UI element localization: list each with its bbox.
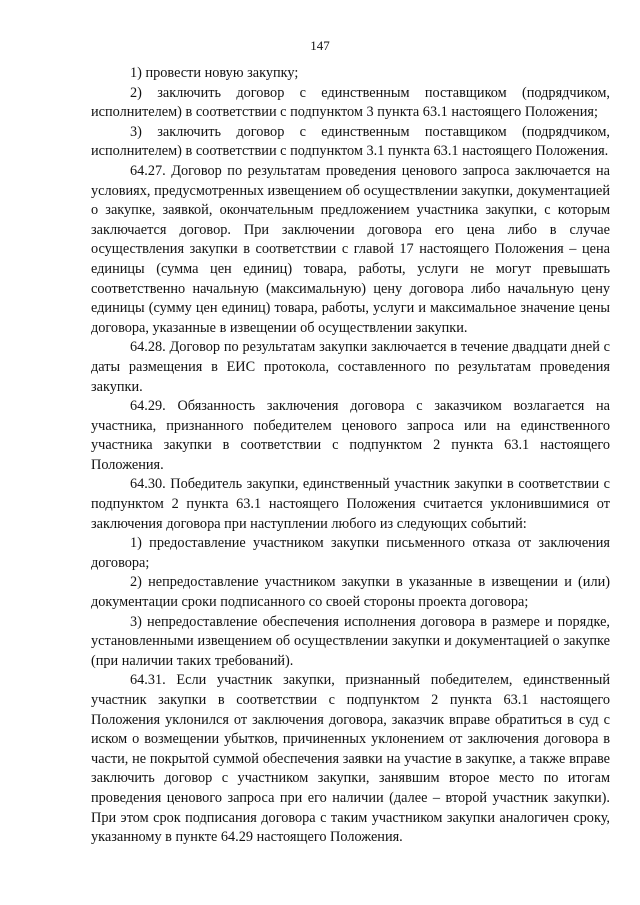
paragraph-64-29: 64.29. Обязанность заключения договора с заказчиком возлагается на участника, признанного победителем ценового запроса или на единственного участника закупки в соответствии с подпунктом 2 пункта 63.1 настоящего Положения. — [91, 398, 610, 473]
paragraph-64-30: 64.30. Победитель закупки, единственный участник закупки в соответствии с подпунктом 2 пункта 63.1 настоящего Положения считается уклонившимися от заключения договора при наступлении любого из следующих событий: — [91, 476, 610, 532]
paragraph-64-31: 64.31. Если участник закупки, признанный победителем, единственный участник закупки в соответствии с подпунктом 2 пункта 63.1 настоящего Положения уклонился от заключения договора, заказчик вправе обратиться в суд с иском о возмещении убытков, причиненных уклонением от заключения договора в части, не покрытой суммой обеспечения заявки на участие в закупке, а также вправе заключить договор с участником закупки, занявшим второе место по итогам проведения ценового запроса при его наличии (далее – второй участник закупки). При этом срок подписания договора с таким участником закупки аналогичен сроку, указанному в пункте 64.29 настоящего Положения. — [91, 672, 610, 846]
paragraph-event-1: 1) предоставление участником закупки письменного отказа от заключения договора; — [91, 535, 610, 571]
paragraph-item-1: 1) провести новую закупку; — [130, 65, 299, 81]
paragraph-event-2: 2) непредоставление участником закупки в указанные в извещении и (или) документации сроки подписанного со своей стороны проекта договора; — [91, 574, 610, 611]
paragraph-item-2: 2) заключить договор с единственным поставщиком (подрядчиком, исполнителем) в соответствии с подпунктом 3 пункта 63.1 настоящего Положения; — [91, 84, 610, 121]
paragraph-64-27: 64.27. Договор по результатам проведения ценового запроса заключается на условиях, предусмотренных извещением об осуществлении закупки, документацией о закупке, заявкой, окончательным предложением участника закупки, с которым заключается договор. При заключении договора его цена либо в случае осуществления закупки в соответствии с главой 17 настоящего Положения – цена единицы (сумма цен единиц) товара, работы, услуги не могут превышать соответственно начальную (максимальную) цену договора либо начальную цену единицы (сумму цен единиц) товара, работы, услуги и максимальное значение цены договора, указанные в извещении об осуществлении закупки. — [91, 162, 610, 336]
paragraph-event-3: 3) непредоставление обеспечения исполнения договора в размере и порядке, установленными извещением об осуществлении закупки и документацией о закупке (при наличии таких требований). — [91, 613, 610, 669]
paragraph-64-28: 64.28. Договор по результатам закупки заключается в течение двадцати дней с даты размещения в ЕИС протокола, составленного по результатам проведения закупки. — [91, 339, 610, 395]
page-number: 147 — [310, 38, 330, 53]
paragraph-item-3: 3) заключить договор с единственным поставщиком (подрядчиком, исполнителем) в соответствии с подпунктом 3.1 пункта 63.1 настоящего Положения. — [91, 123, 610, 160]
document-body — [91, 64, 610, 848]
